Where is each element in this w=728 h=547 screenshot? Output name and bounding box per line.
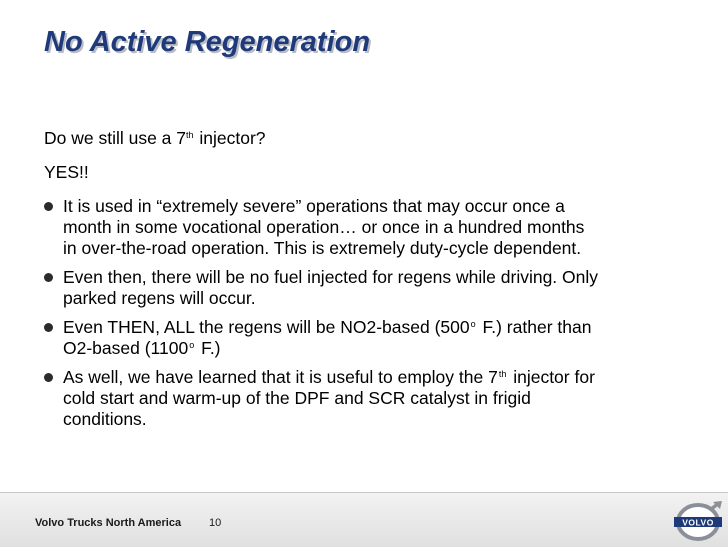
line-before: O2-based (1100	[63, 338, 189, 358]
bullet-line: month in some vocational operation… or once in a hundred months	[63, 217, 585, 237]
question-superscript: th	[186, 130, 194, 140]
degree-superscript: o	[189, 340, 195, 350]
footer-company: Volvo Trucks North America	[35, 517, 182, 529]
bullet-line: conditions.	[63, 409, 147, 429]
bullet-dot-icon	[44, 273, 53, 282]
line-before: Even THEN, ALL the regens will be NO2-based (500	[63, 317, 470, 337]
bullet-line	[63, 367, 694, 388]
line-after: injector for	[508, 367, 595, 387]
line-before: As well, we have learned that it is useful to employ the 7	[63, 367, 498, 387]
slide-body	[44, 128, 694, 438]
page-number: 10	[209, 517, 222, 529]
degree-superscript: o	[470, 319, 476, 329]
slide-footer	[0, 492, 728, 547]
answer-text: YES!!	[44, 162, 89, 182]
bullet-item	[44, 196, 694, 259]
question-text	[44, 128, 694, 149]
bullet-line: parked regens will occur.	[63, 288, 256, 308]
line-after: F.)	[196, 338, 221, 358]
bullet-line: It is used in “extremely severe” operations that may occur once a	[63, 196, 565, 216]
slide-title: No Active Regeneration	[44, 26, 371, 58]
bullet-line	[63, 338, 694, 359]
bullet-item	[44, 317, 694, 359]
logo-text: VOLVO	[682, 517, 714, 528]
bullet-item	[44, 367, 694, 430]
bullet-line: Even then, there will be no fuel injected for regens while driving. Only	[63, 267, 599, 287]
bullet-line: cold start and warm-up of the DPF and SCR catalyst in frigid	[63, 388, 531, 408]
ordinal-superscript: th	[498, 369, 507, 379]
line-after: F.) rather than	[477, 317, 592, 337]
bullet-line: in over-the-road operation. This is extremely duty-cycle dependent.	[63, 238, 582, 258]
bullet-dot-icon	[44, 323, 53, 332]
question-before: Do we still use a 7	[44, 128, 187, 148]
volvo-logo-icon	[672, 501, 724, 541]
bullet-item	[44, 267, 694, 309]
bullet-line	[63, 317, 694, 338]
bullet-dot-icon	[44, 373, 53, 382]
bullet-list	[44, 196, 694, 430]
bullet-dot-icon	[44, 202, 53, 211]
question-after: injector?	[194, 128, 266, 148]
